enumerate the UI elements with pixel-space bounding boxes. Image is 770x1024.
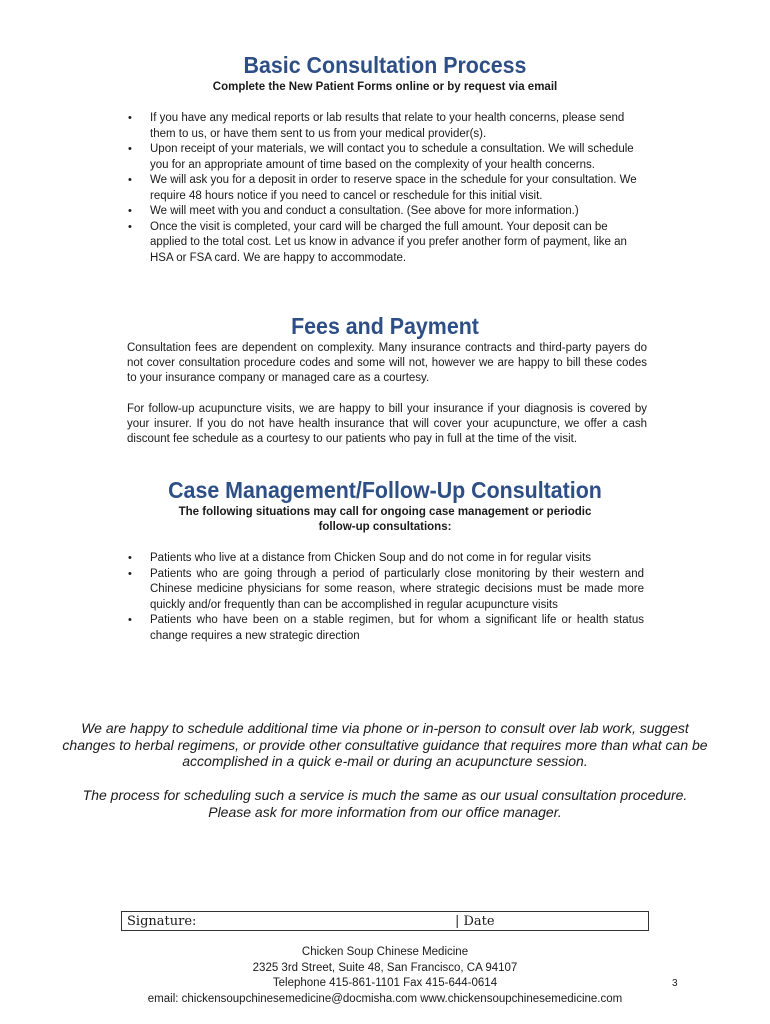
list-item: • We will ask you for a deposit in order to reserve space in the schedule for your consultation. We require 48 hours notice if you need to cancel or reschedule for this initial visit.	[126, 173, 646, 204]
consultation-steps-list	[126, 111, 646, 266]
section-title-basic-consultation: Basic Consultation Process	[243, 52, 527, 78]
footer-email-web: email: chickensoupchinesemedicine@docmisha.com www.chickensoupchinesemedicine.com	[147, 992, 623, 1005]
list-item: • Patients who live at a distance from Chicken Soup and do not come in for regular visits	[126, 551, 644, 567]
footer	[0, 945, 770, 1007]
footer-clinic-name: Chicken Soup Chinese Medicine	[301, 946, 469, 958]
section-subtitle-forms: Complete the New Patient Forms online or by request via email	[212, 81, 558, 93]
followup-billing-paragraph: For follow-up acupuncture visits, we are happy to bill your insurance if your diagnosis is covered by your insurer. If you do not have health insurance that will cover your acupuncture, we offer a cash discount fee schedule as a courtesy to our patients who pay in full at the time of the visit.	[127, 403, 647, 445]
list-item: • Upon receipt of your materials, we will contact you to schedule a consultation. We will schedule you for an appropriate amount of time based on the complexity of your health concerns.	[126, 142, 646, 173]
page-number: 3	[672, 978, 678, 989]
section-title-case-management: Case Management/Follow-Up Consultation	[168, 477, 602, 503]
subtitle-line-1: The following situations may call for ongoing case management or periodic	[178, 506, 592, 518]
subtitle-line-2: follow-up consultations:	[318, 521, 452, 533]
list-item: • Patients who have been on a stable regimen, but for whom a significant life or health status change requires a new strategic direction	[126, 613, 644, 644]
section-title-fees: Fees and Payment	[291, 313, 479, 339]
signature-box[interactable]	[121, 911, 649, 931]
fees-paragraph: Consultation fees are dependent on complexity. Many insurance contracts and third-party payers do not cover consultation procedure codes and some will not, however we are happy to bill these codes to your insurance company or managed care as a courtesy.	[127, 342, 647, 384]
section-subtitle-situations	[120, 505, 650, 535]
signature-label: Signature:	[127, 914, 197, 929]
list-item: • Patients who are going through a period of particularly close monitoring by their western and Chinese medicine physicians for some reason, where strategic decisions must be made more quickly and/or frequently than can be accomplished in regular acupuncture visits	[126, 567, 644, 614]
footer-phone-fax: Telephone 415-861-1101 Fax 415-644-0614	[272, 977, 498, 989]
list-item: • If you have any medical reports or lab results that relate to your health concerns, please send them to us, or have them sent to us from your medical provider(s).	[126, 111, 646, 142]
list-item: • We will meet with you and conduct a consultation. (See above for more information.)	[126, 204, 646, 220]
case-management-list	[126, 551, 644, 644]
date-label: | Date	[455, 914, 495, 929]
list-item: • Once the visit is completed, your card will be charged the full amount. Your deposit can be applied to the total cost. Let us know in advance if you prefer another form of payment, like an HSA or FSA card. We are happy to accommodate.	[126, 220, 646, 267]
footer-address: 2325 3rd Street, Suite 48, San Francisco, CA 94107	[252, 961, 518, 974]
closing-paragraph-1: We are happy to schedule additional time via phone or in-person to consult over lab work, suggest changes to herbal regimens, or provide other consultative guidance that requires more than what can be accomplished in a quick e-mail or during an acupuncture session.	[62, 720, 708, 769]
closing-paragraph-2: The process for scheduling such a service is much the same as our usual consultation procedure. Please ask for more information from our office manager.	[82, 787, 688, 820]
